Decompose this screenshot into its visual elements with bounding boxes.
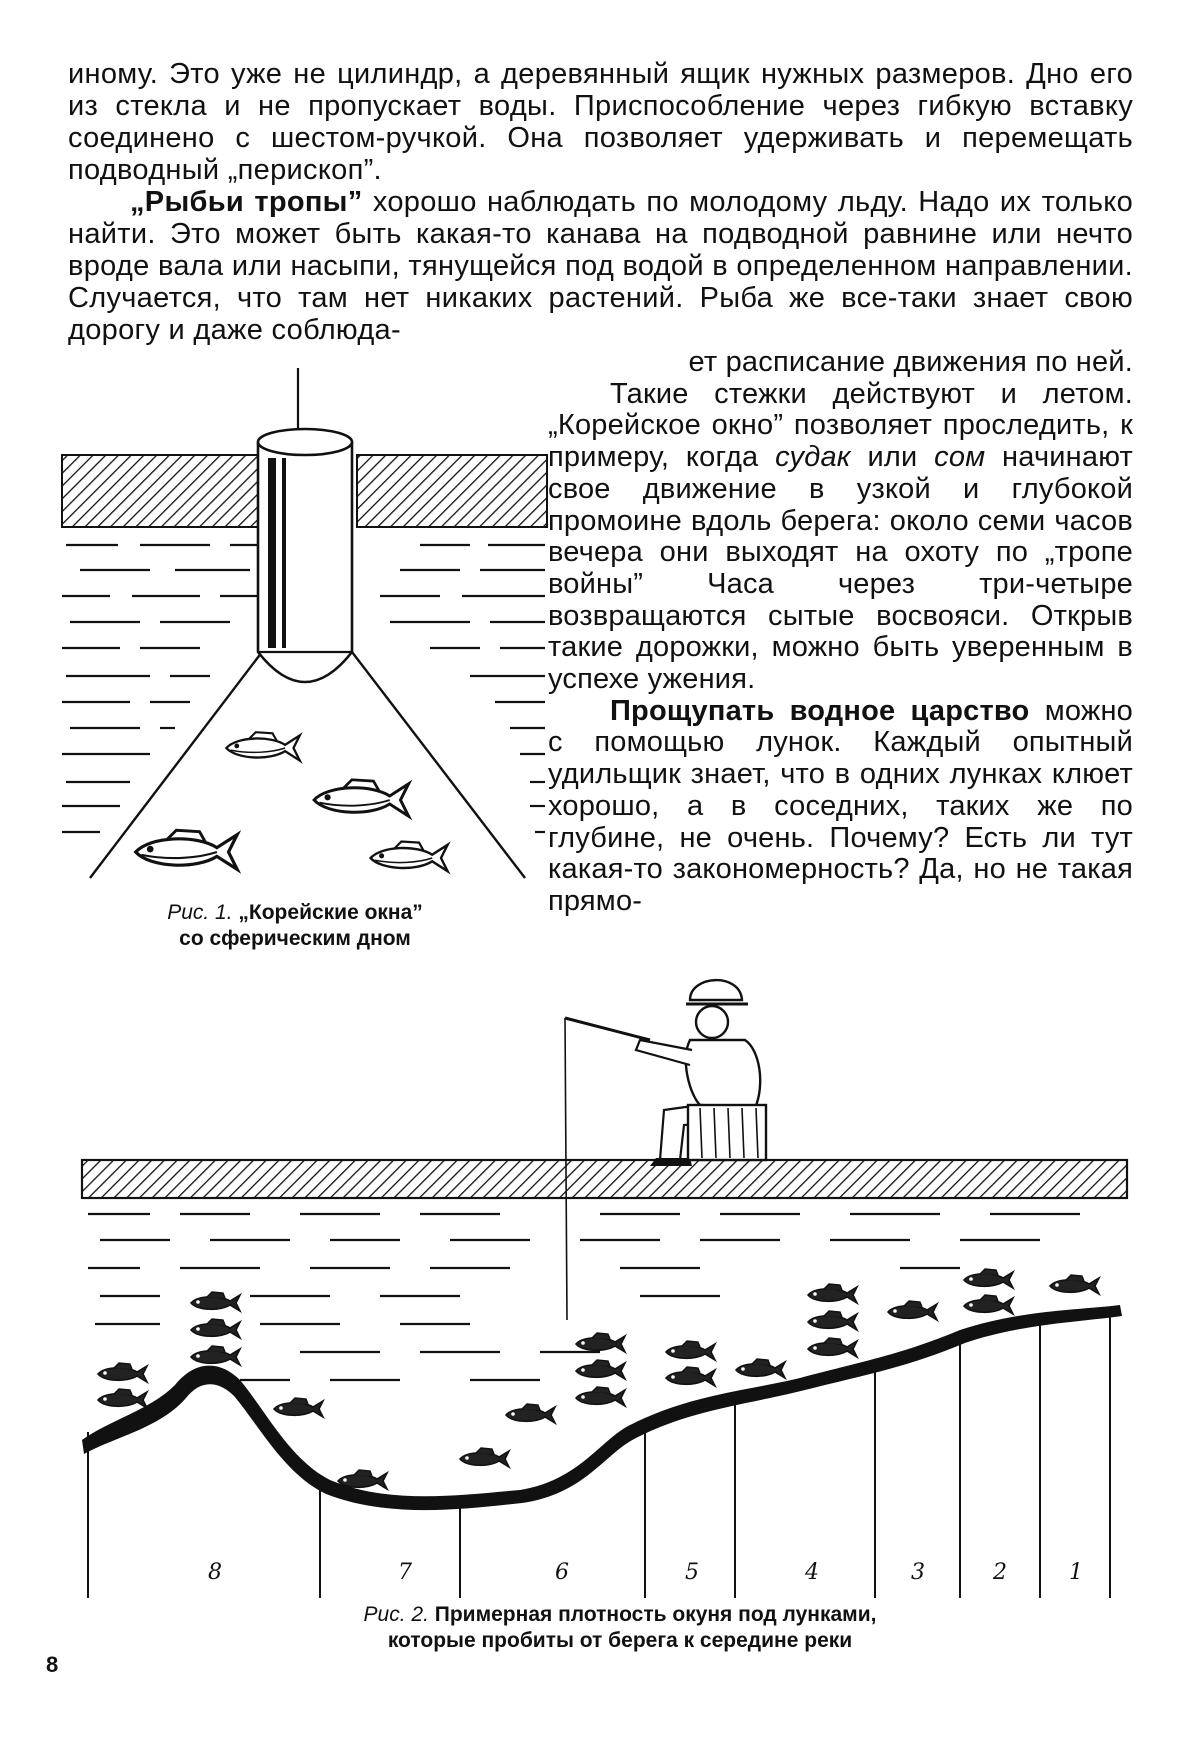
- column-line-1: ет расписание движения по ней.: [688, 346, 1133, 378]
- hole-label: 7: [398, 1560, 412, 1585]
- figure-2-river-cross-section: [82, 980, 1127, 1598]
- figure-1-caption: [110, 900, 480, 952]
- fig2-line1: Примерная плотность окуня под лунками,: [428, 1603, 877, 1626]
- fig1-label: Рис. 1.: [167, 901, 233, 924]
- p3-c: начинают свое движение в узкой и глубокой промоине вдоль берега: около семи часов вечера они выходят на охоту по „тропе войны” Часа через три-четыре возвращаются сытые восвояси. Открыв такие дорожки, можно быть уверенным в успехе ужения.: [548, 441, 1134, 696]
- hole-label: 1: [1069, 1560, 1083, 1585]
- hole-label: 2: [993, 1560, 1007, 1585]
- paragraph-1: иному. Это уже не цилиндр, а деревянный ящик нужных размеров. Дно его из стекла и не пропускает воды. Приспособление через гибкую вставку соединено с шестом-ручкой. Она позволяет удерживать и перемещать подводный „перископ”.: [68, 58, 1133, 186]
- fig1-line1: „Корейские окна”: [232, 901, 423, 924]
- figure-1-korean-window: [62, 368, 547, 878]
- p3-b: или: [850, 441, 935, 474]
- intro-text: [68, 58, 1133, 346]
- angler-icon: [636, 980, 766, 1166]
- hole-label: 6: [555, 1560, 569, 1585]
- hole-label: 3: [911, 1560, 925, 1585]
- paragraph-4: [548, 696, 1133, 918]
- right-column-text: [548, 347, 1133, 918]
- hole-label: 4: [805, 1560, 819, 1585]
- p4-text: можно с помощью лунок. Каждый опытный удильщик знает, что в одних лунках клюет хорошо, а в соседних, таких же по глубине, не очень. Почему? Есть ли тут какая-то закономерность? Да, но не такая прямо-: [548, 694, 1133, 917]
- fig1-line2: со сферическим дном: [179, 927, 411, 950]
- paragraph-2-text: хорошо наблюдать по молодому льду. Надо их только найти. Это может быть какая-то канава на подводной равнине или нечто вроде вала или насыпи, тянущейся под водой в определенном направлении. Случается, что там нет никаких растений. Рыба же все-таки знает свою дорогу и даже соблюда-: [68, 186, 1133, 346]
- paragraph-3: [548, 379, 1133, 696]
- p3-sudak: судак: [775, 441, 851, 474]
- p3-a: Такие стежки действуют и летом. „Корейское окно” позволяет проследить, к примеру, когда: [548, 377, 1133, 474]
- paragraph-2: [68, 186, 1133, 346]
- hole-label: 5: [685, 1560, 699, 1585]
- heading-fish-paths: „Рыбьи тропы”: [130, 186, 363, 218]
- p3-som: сом: [934, 441, 986, 474]
- page-number: 8: [46, 1652, 59, 1677]
- fig2-line2: которые пробиты от берега к середине реки: [387, 1629, 853, 1652]
- fig2-label: Рис. 2.: [363, 1603, 429, 1626]
- hole-label: 8: [208, 1560, 222, 1585]
- figure-2-caption: [240, 1602, 1000, 1654]
- heading-water-realm: Прощупать водное царство: [610, 694, 1030, 727]
